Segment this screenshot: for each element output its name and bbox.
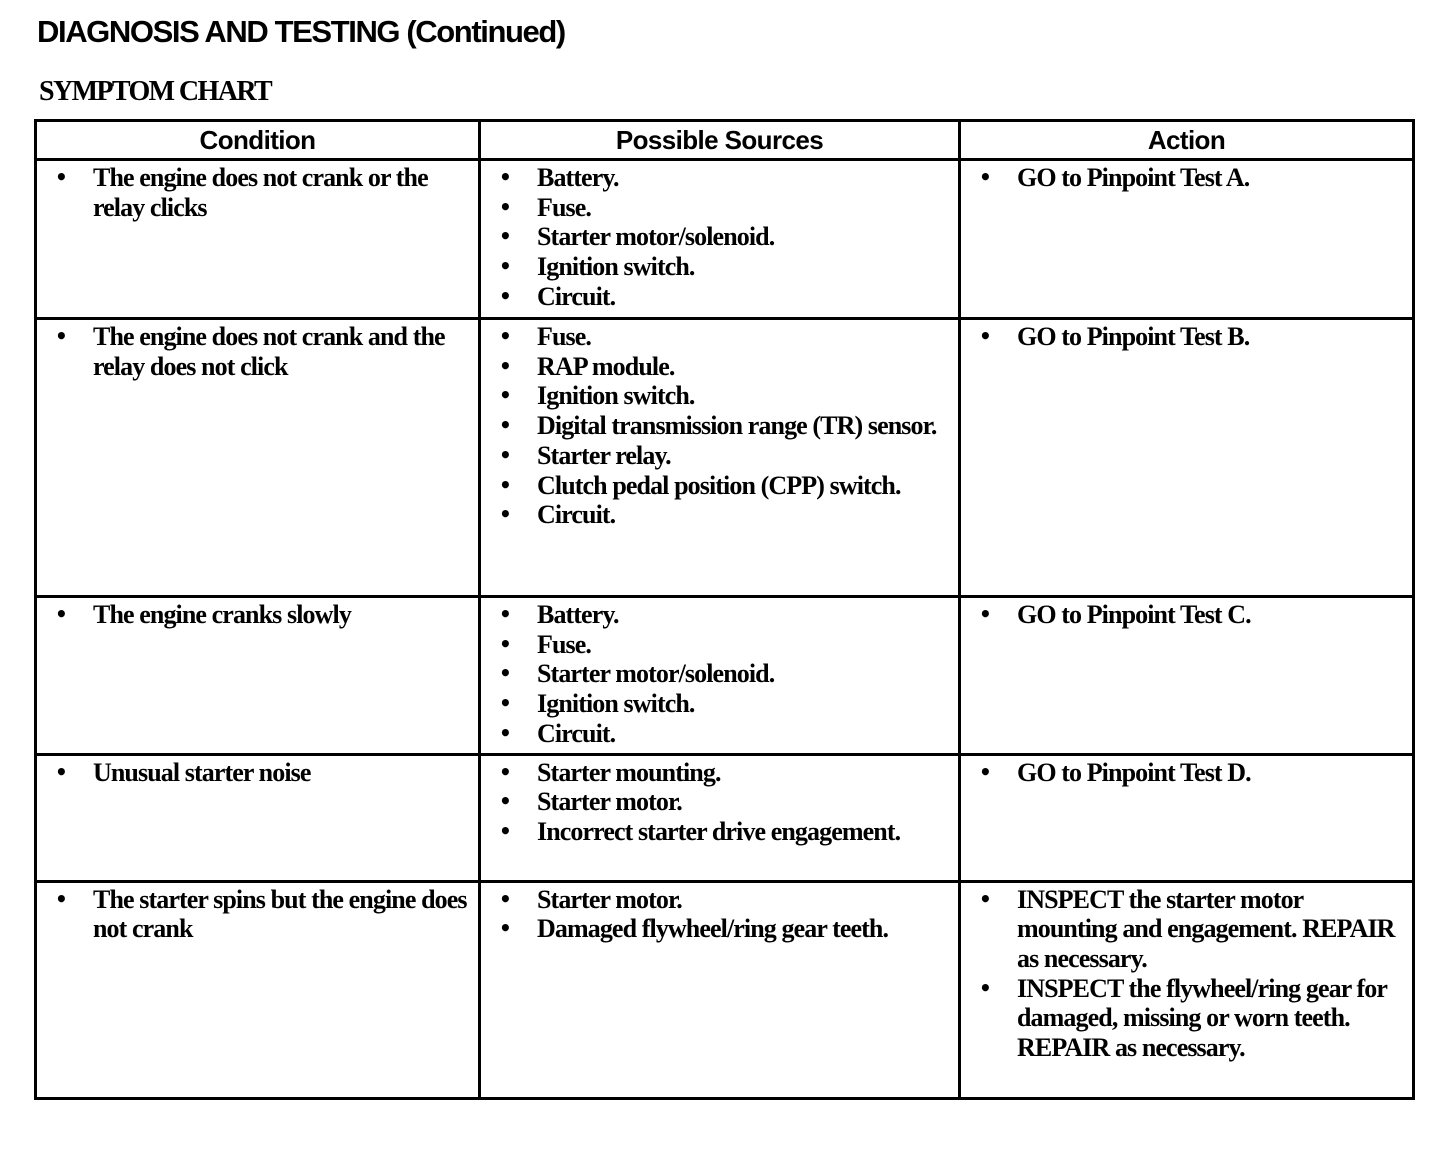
- bullet-icon: •: [499, 353, 511, 378]
- bullet-icon: •: [55, 165, 67, 189]
- action-cell: [960, 597, 1414, 755]
- list-item-text: Unusual starter noise: [93, 757, 311, 787]
- list-item: [495, 817, 952, 847]
- bullet-list: [961, 883, 1412, 1067]
- list-item: [975, 600, 1406, 630]
- table-row: [36, 597, 1414, 755]
- list-item: [495, 352, 952, 382]
- condition-cell: [36, 881, 480, 1098]
- bullet-icon: •: [55, 886, 67, 911]
- list-item-text: Circuit.: [537, 281, 616, 311]
- list-item: [975, 974, 1406, 1063]
- bullet-list: [481, 161, 958, 316]
- column-header-condition: Condition: [36, 121, 480, 160]
- list-item: [51, 885, 472, 944]
- list-item: [495, 630, 952, 660]
- list-item: [51, 758, 472, 788]
- bullet-list: [961, 161, 1412, 197]
- bullet-icon: •: [499, 818, 511, 843]
- list-item-text: Circuit.: [537, 500, 616, 530]
- list-item: [495, 885, 952, 915]
- bullet-list: [37, 161, 478, 226]
- list-item-text: Starter mounting.: [537, 757, 721, 787]
- list-item-text: The engine does not crank and the relay does not click: [93, 322, 445, 381]
- condition-cell: [36, 160, 480, 319]
- list-item-text: Fuse.: [537, 629, 592, 659]
- symptom-chart-table: [34, 119, 1415, 1100]
- list-item-text: Circuit.: [537, 718, 616, 748]
- list-item: [495, 222, 952, 252]
- bullet-list: [37, 598, 478, 634]
- condition-cell: [36, 319, 480, 597]
- possible-sources-cell: [480, 754, 960, 881]
- list-item: [495, 500, 952, 530]
- action-cell: [960, 881, 1414, 1098]
- bullet-icon: •: [499, 720, 511, 745]
- list-item-text: Starter motor.: [537, 884, 682, 914]
- bullet-icon: •: [499, 759, 511, 784]
- bullet-icon: •: [499, 472, 511, 497]
- list-item: [495, 252, 952, 282]
- list-item-text: Battery.: [537, 163, 619, 192]
- table-body: [36, 160, 1414, 1099]
- bullet-icon: •: [55, 759, 67, 784]
- list-item: [975, 163, 1406, 193]
- bullet-icon: •: [499, 886, 511, 911]
- list-item: [495, 441, 952, 471]
- list-item-text: The engine does not crank or the relay clicks: [93, 163, 428, 222]
- table-row: [36, 160, 1414, 319]
- list-item-text: GO to Pinpoint Test C.: [1017, 600, 1251, 629]
- bullet-icon: •: [499, 661, 511, 686]
- bullet-icon: •: [55, 324, 67, 348]
- list-item-text: GO to Pinpoint Test A.: [1017, 163, 1250, 192]
- bullet-icon: •: [499, 224, 511, 249]
- list-item-text: The starter spins but the engine does not crank: [93, 884, 467, 944]
- action-cell: [960, 319, 1414, 597]
- bullet-icon: •: [499, 442, 511, 467]
- list-item: [51, 322, 472, 381]
- table-row: [36, 319, 1414, 597]
- bullet-list: [481, 598, 958, 753]
- page-title: DIAGNOSIS AND TESTING (Continued): [37, 14, 565, 49]
- bullet-icon: •: [499, 165, 511, 189]
- bullet-icon: •: [499, 691, 511, 716]
- bullet-icon: •: [499, 283, 511, 308]
- list-item-text: GO to Pinpoint Test B.: [1017, 322, 1250, 351]
- section-title: SYMPTOM CHART: [39, 76, 272, 107]
- list-item-text: INSPECT the flywheel/ring gear for damaged, missing or worn teeth. REPAIR as necessary.: [1017, 973, 1387, 1063]
- bullet-list: [37, 320, 478, 385]
- bullet-list: [37, 883, 478, 948]
- bullet-list: [961, 598, 1412, 634]
- table-row: [36, 881, 1414, 1098]
- bullet-icon: •: [499, 502, 511, 527]
- bullet-icon: •: [979, 886, 991, 911]
- list-item: [495, 471, 952, 501]
- bullet-icon: •: [979, 602, 991, 626]
- list-item: [975, 758, 1406, 788]
- bullet-icon: •: [979, 165, 991, 189]
- condition-cell: [36, 754, 480, 881]
- column-header-possible-sources: Possible Sources: [480, 121, 960, 160]
- list-item-text: Starter motor.: [537, 787, 682, 817]
- list-item: [975, 885, 1406, 974]
- list-item-text: Damaged flywheel/ring gear teeth.: [537, 914, 889, 944]
- list-item-text: Fuse.: [537, 192, 592, 222]
- list-item: [495, 689, 952, 719]
- possible-sources-cell: [480, 597, 960, 755]
- list-item-text: Ignition switch.: [537, 381, 695, 411]
- list-item: [495, 193, 952, 223]
- list-item: [495, 282, 952, 312]
- list-item: [51, 600, 472, 630]
- list-item-text: The engine cranks slowly: [93, 600, 351, 629]
- bullet-icon: •: [499, 254, 511, 279]
- action-cell: [960, 160, 1414, 319]
- bullet-list: [37, 756, 478, 792]
- list-item: [495, 411, 952, 441]
- bullet-list: [961, 320, 1412, 356]
- bullet-icon: •: [499, 413, 511, 438]
- bullet-icon: •: [979, 975, 991, 1000]
- bullet-icon: •: [499, 383, 511, 408]
- list-item: [495, 719, 952, 749]
- list-item-text: Starter relay.: [537, 440, 671, 470]
- list-item: [495, 322, 952, 352]
- bullet-icon: •: [499, 602, 511, 626]
- bullet-list: [481, 320, 958, 534]
- action-cell: [960, 754, 1414, 881]
- list-item-text: RAP module.: [537, 351, 675, 381]
- list-item: [495, 787, 952, 817]
- list-item: [495, 600, 952, 630]
- table-header-row: [36, 121, 1414, 160]
- list-item-text: Fuse.: [537, 322, 592, 351]
- bullet-list: [481, 756, 958, 851]
- table-row: [36, 754, 1414, 881]
- list-item-text: Digital transmission range (TR) sensor.: [537, 411, 937, 441]
- possible-sources-cell: [480, 319, 960, 597]
- bullet-icon: •: [979, 324, 991, 348]
- list-item: [495, 163, 952, 193]
- condition-cell: [36, 597, 480, 755]
- bullet-icon: •: [55, 602, 67, 626]
- list-item-text: Ignition switch.: [537, 252, 695, 282]
- list-item-text: Battery.: [537, 600, 619, 629]
- bullet-icon: •: [499, 194, 511, 219]
- list-item-text: INSPECT the starter motor mounting and engagement. REPAIR as necessary.: [1017, 884, 1395, 973]
- list-item: [495, 659, 952, 689]
- list-item-text: GO to Pinpoint Test D.: [1017, 757, 1251, 787]
- bullet-icon: •: [499, 324, 511, 348]
- list-item-text: Starter motor/solenoid.: [537, 222, 775, 252]
- list-item-text: Clutch pedal position (CPP) switch.: [537, 470, 901, 500]
- list-item: [495, 381, 952, 411]
- column-header-action: Action: [960, 121, 1414, 160]
- possible-sources-cell: [480, 881, 960, 1098]
- bullet-icon: •: [499, 631, 511, 656]
- list-item: [51, 163, 472, 222]
- bullet-icon: •: [499, 789, 511, 814]
- bullet-list: [961, 756, 1412, 792]
- possible-sources-cell: [480, 160, 960, 319]
- list-item-text: Starter motor/solenoid.: [537, 659, 775, 689]
- bullet-icon: •: [979, 759, 991, 784]
- list-item-text: Ignition switch.: [537, 689, 695, 719]
- list-item: [495, 914, 952, 944]
- bullet-list: [481, 883, 958, 948]
- bullet-icon: •: [499, 916, 511, 941]
- list-item-text: Incorrect starter drive engagement.: [537, 816, 901, 846]
- list-item: [975, 322, 1406, 352]
- list-item: [495, 758, 952, 788]
